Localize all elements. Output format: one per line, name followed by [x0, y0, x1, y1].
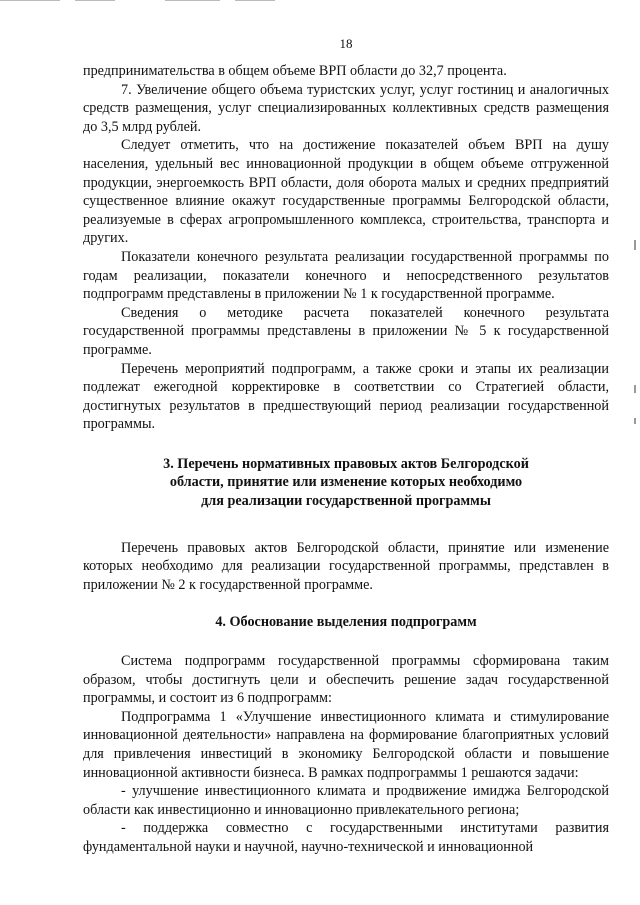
- list-item: - улучшение инвестиционного климата и продвижение имиджа Белгородской области как инвестиционно и инновационно привлекательного региона;: [83, 783, 609, 818]
- paragraph: предпринимательства в общем объеме ВРП области до 32,7 процента.: [83, 63, 507, 79]
- scan-margin-mark: [634, 240, 636, 250]
- document-body: [83, 62, 609, 857]
- section-4-heading: 4. Обоснование выделения подпрограмм: [215, 614, 477, 631]
- paragraph: Следует отметить, что на достижение показателей объем ВРП на душу населения, удельный вес инновационной продукции в общем объеме отгруженной продукции, энергоемкость ВРП области, доля оборота малых и средних предприятий существенное влияние окажут государственные программы Белгородской области, реализуемые в сферах агропромышленного комплекса, строительства, транспорта и других.: [83, 137, 609, 247]
- scan-margin-mark: [634, 418, 636, 424]
- heading-line: для реализации государственной программы: [201, 493, 491, 510]
- heading-line: 3. Перечень нормативных правовых актов Белгородской: [163, 455, 529, 472]
- scan-top-edge: [0, 0, 640, 3]
- section-3-paragraph: Перечень правовых актов Белгородской области, принятие или изменение которых необходимо для реализации государственной программы, представлен в приложении № 2 к государственной программе.: [83, 539, 609, 593]
- scan-margin-mark: [634, 385, 636, 393]
- heading-line: области, принятие или изменение которых необходимо: [169, 474, 523, 491]
- page-number: 18: [339, 36, 353, 51]
- paragraph: Показатели конечного результата реализации государственной программы по годам реализации, показатели конечного и непосредственного результатов подпрограмм представлены в приложении № 1 к государственной программе.: [83, 248, 609, 303]
- paragraph: Система подпрограмм государственной программы сформирована таким образом, чтобы достигнуть цели и обеспечить решение задач государственной программы, и состоит из 6 подпрограмм:: [83, 653, 609, 707]
- paragraph: Сведения о методике расчета показателей конечного результата государственной программы представлены в приложении № 5 к государственной программе.: [83, 304, 609, 358]
- section-3-heading: [83, 455, 609, 511]
- paragraph: 7. Увеличение общего объема туристских услуг, услуг гостиниц и аналогичных средств размещения, услуг специализированных коллективных средств размещения до 3,5 млрд рублей.: [83, 81, 609, 135]
- paragraph: Перечень мероприятий подпрограмм, а также сроки и этапы их реализации подлежат ежегодной корректировке в соответствии со Стратегией области, достигнутых результатов в предшествующий период реализации государственной программы.: [83, 360, 609, 433]
- list-item: - поддержка совместно с государственными институтами развития фундаментальной науки и научной, научно-технической и инновационной: [83, 820, 609, 855]
- paragraph: Подпрограмма 1 «Улучшение инвестиционного климата и стимулирование инновационной деятельности» направлена на формирование благоприятных условий для привлечения инвестиций в экономику Белгородской области и повышение инновационной активности бизнеса. В рамках подпрограммы 1 решаются задачи:: [83, 708, 609, 781]
